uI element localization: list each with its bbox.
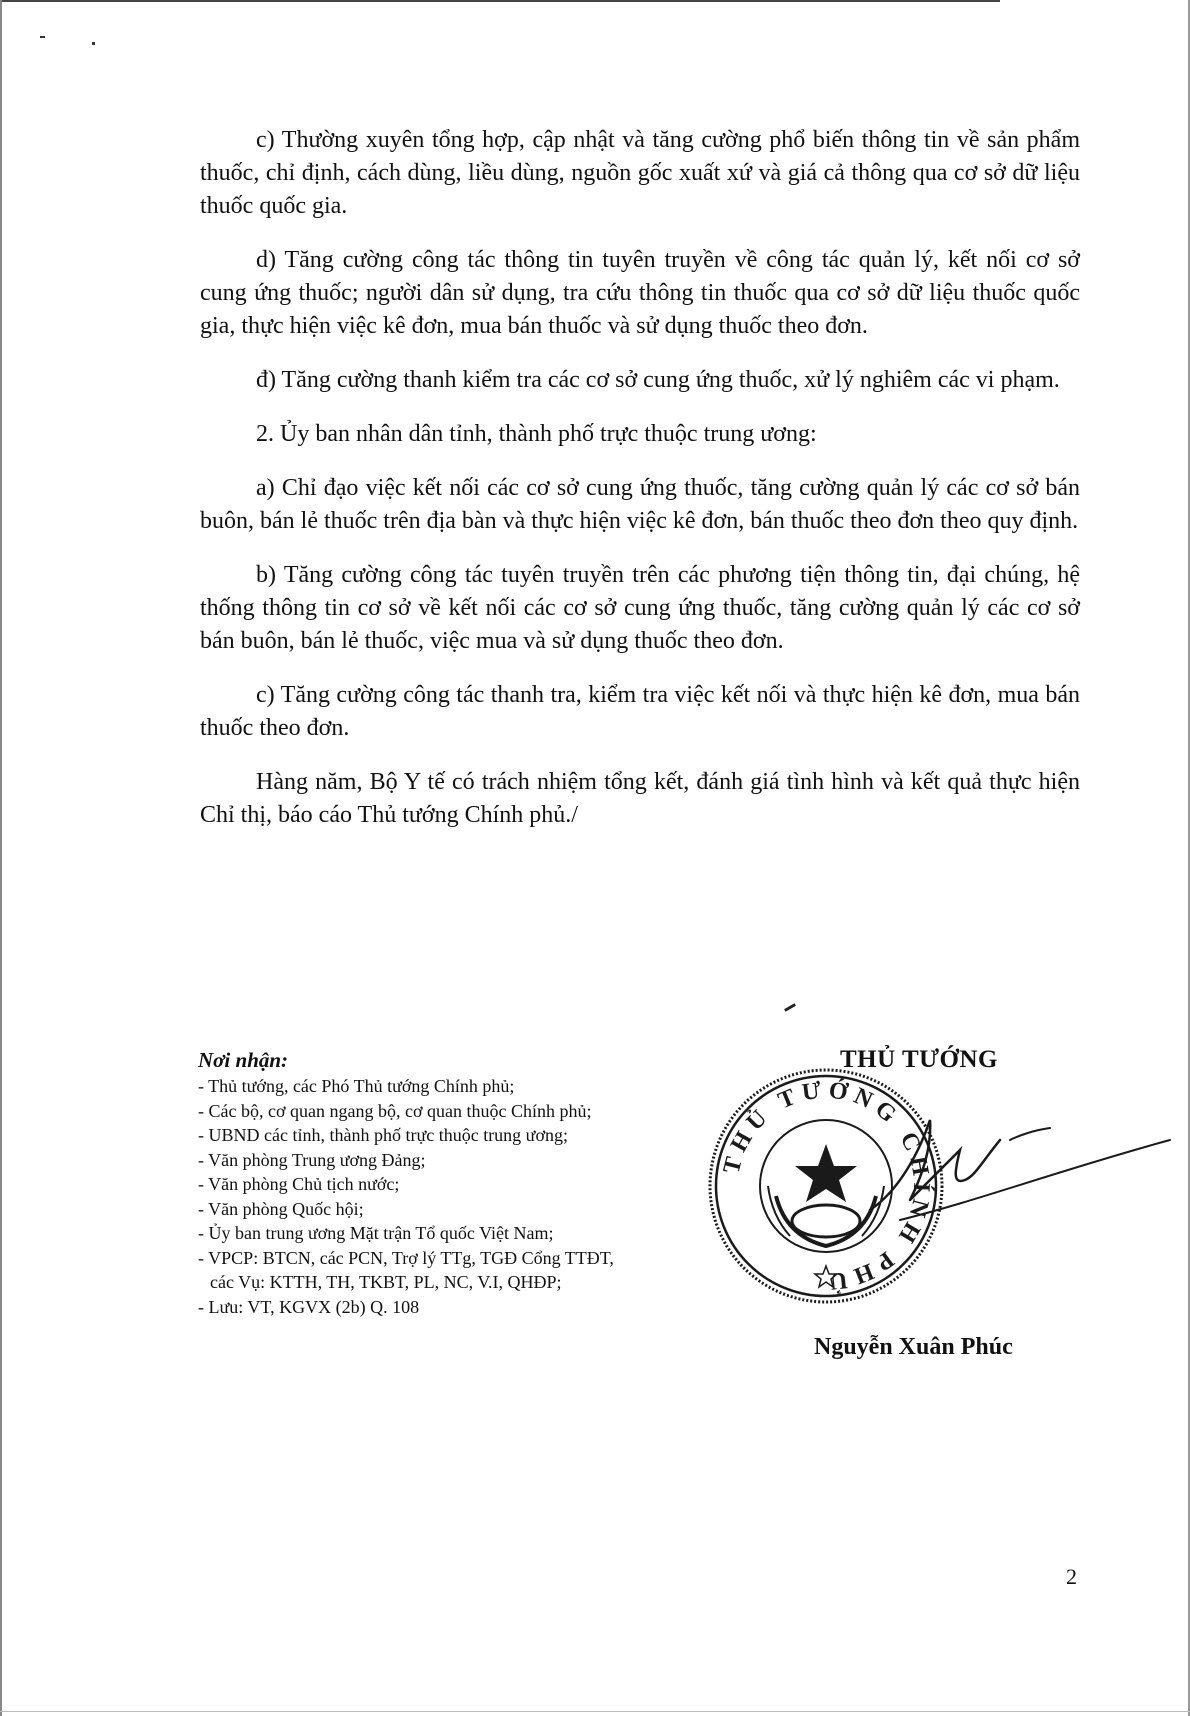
- closing-paragraph: Hàng năm, Bộ Y tế có trách nhiệm tổng kết, đánh giá tình hình và kết quả thực hiện Chỉ thị, báo cáo Thủ tướng Chính phủ./: [200, 769, 1080, 828]
- recipient-item: các Vụ: KTTH, TH, TKBT, PL, NC, V.I, QHĐP;: [210, 1272, 562, 1292]
- paragraph-a-2: a) Chỉ đạo việc kết nối các cơ sở cung ứng thuốc, tăng cường quản lý các cơ sở bán buôn, bán lẻ thuốc trên địa bàn và thực hiện việc kê đơn, bán thuốc theo đơn theo quy định.: [200, 475, 1080, 534]
- recipient-item: - UBND các tỉnh, thành phố trực thuộc trung ương;: [198, 1125, 568, 1145]
- recipient-item: - Thủ tướng, các Phó Thủ tướng Chính phủ;: [198, 1076, 515, 1096]
- page-number: 2: [1066, 1564, 1077, 1589]
- recipient-item: - VPCP: BTCN, các PCN, Trợ lý TTg, TGĐ Cổng TTĐT,: [198, 1247, 614, 1268]
- scan-speck: [40, 36, 45, 38]
- document-body: [200, 124, 1080, 853]
- recipient-item: - Văn phòng Quốc hội;: [198, 1198, 364, 1219]
- scan-edge-top: [0, 0, 1000, 2]
- recipient-item: - Ủy ban trung ương Mặt trận Tổ quốc Việt Nam;: [198, 1223, 554, 1243]
- handwritten-signature-icon: [860, 1110, 1180, 1230]
- paragraph-dd-1: đ) Tăng cường thanh kiểm tra các cơ sở cung ứng thuốc, xử lý nghiêm các vi phạm.: [256, 367, 1060, 393]
- signer-name: Nguyễn Xuân Phúc: [814, 1334, 1013, 1360]
- recipients-list: [198, 1074, 718, 1319]
- recipient-item: - Các bộ, cơ quan ngang bộ, cơ quan thuộc Chính phủ;: [198, 1100, 592, 1121]
- section-2-heading: 2. Ủy ban nhân dân tỉnh, thành phố trực thuộc trung ương:: [256, 421, 817, 447]
- recipient-item: - Lưu: VT, KGVX (2b) Q. 108: [198, 1296, 420, 1317]
- paragraph-b-2: b) Tăng cường công tác tuyên truyền trên các phương tiện thông tin, đại chúng, hệ thống thông tin cơ sở về kết nối các cơ sở cung ứng thuốc, tăng cường quản lý các cơ sở bán buôn, bán lẻ thuốc, việc mua và sử dụng thuốc theo đơn.: [200, 562, 1080, 654]
- recipients-block: [198, 1046, 718, 1319]
- recipients-heading: Nơi nhận:: [198, 1048, 289, 1072]
- recipient-item: - Văn phòng Chủ tịch nước;: [198, 1174, 400, 1194]
- paragraph-c-2: c) Tăng cường công tác thanh tra, kiểm tra việc kết nối và thực hiện kê đơn, mua bán thuốc theo đơn.: [200, 682, 1080, 741]
- scan-speck: [784, 1003, 796, 1012]
- seal-text: THỦ TƯỚNG CHÍNH PHỦ: [718, 1077, 935, 1295]
- scan-edge-bottom: [0, 1711, 1190, 1712]
- signer-title: THỦ TƯỚNG: [840, 1046, 998, 1073]
- scan-speck: [92, 42, 95, 45]
- recipient-item: - Văn phòng Trung ương Đảng;: [198, 1149, 426, 1170]
- paragraph-d-1: d) Tăng cường công tác thông tin tuyên truyền về công tác quản lý, kết nối cơ sở cung ứng thuốc; người dân sử dụng, tra cứu thông tin thuốc qua cơ sở dữ liệu thuốc quốc gia, thực hiện việc kê đơn, mua bán thuốc và sử dụng thuốc theo đơn.: [200, 247, 1080, 339]
- scan-edge-left: [0, 0, 2, 1716]
- paragraph-c-1: c) Thường xuyên tổng hợp, cập nhật và tăng cường phổ biến thông tin về sản phẩm thuốc, chỉ định, cách dùng, liều dùng, nguồn gốc xuất xứ và giá cả thông qua cơ sở dữ liệu thuốc quốc gia.: [200, 127, 1080, 219]
